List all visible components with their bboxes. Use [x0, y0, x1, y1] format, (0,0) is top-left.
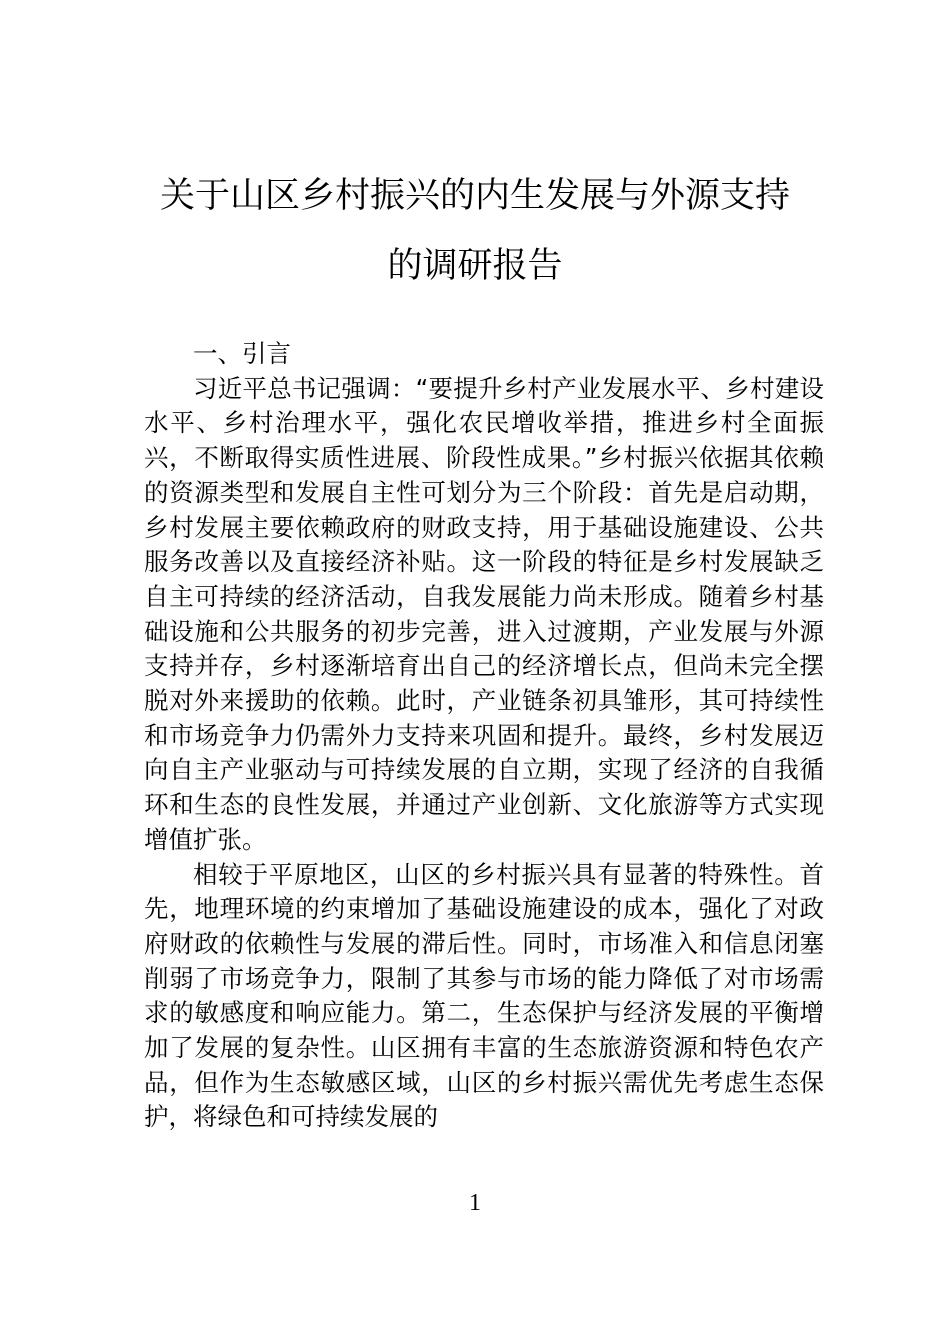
body-paragraph-1: 习近平总书记强调：“要提升乡村产业发展水平、乡村建设水平、乡村治理水平，强化农民增收举措，推进乡村全面振兴，不断取得实质性进展、阶段性成果。”乡村振兴依据其依赖的资源类型和发展自主性可划分为三个阶段：首先是启动期，乡村发展主要依赖政府的财政支持，用于基础设施建设、公共服务改善以及直接经济补贴。这一阶段的特征是乡村发展缺乏自主可持续的经济活动，自我发展能力尚未形成。随着乡村基础设施和公共服务的初步完善，进入过渡期，产业发展与外源支持并存，乡村逐渐培育出自己的经济增长点，但尚未完全摆脱对外来援助的依赖。此时，产业链条初具雏形，其可持续性和市场竞争力仍需外力支持来巩固和提升。最终，乡村发展迈向自主产业驱动与可持续发展的自立期，实现了经济的自我循环和生态的良性发展，并通过产业创新、文化旅游等方式实现增值扩张。 — [144, 373, 824, 854]
section-heading: 一、引言 — [193, 339, 291, 368]
document-title-line-1: 关于山区乡村振兴的内生发展与外源支持 — [159, 176, 790, 216]
page-number: 1 — [469, 1190, 481, 1216]
document-title-line-2: 的调研报告 — [387, 246, 563, 286]
document-body — [144, 337, 824, 1135]
body-paragraph-2: 相较于平原地区，山区的乡村振兴具有显著的特殊性。首先，地理环境的约束增加了基础设施建设的成本，强化了对政府财政的依赖性与发展的滞后性。同时，市场准入和信息闭塞削弱了市场竞争力，限制了其参与市场的能力降低了对市场需求的敏感度和响应能力。第二，生态保护与经济发展的平衡增加了发展的复杂性。山区拥有丰富的生态旅游资源和特色农产品，但作为生态敏感区域，山区的乡村振兴需优先考虑生态保护，将绿色和可持续发展的 — [144, 859, 824, 1132]
